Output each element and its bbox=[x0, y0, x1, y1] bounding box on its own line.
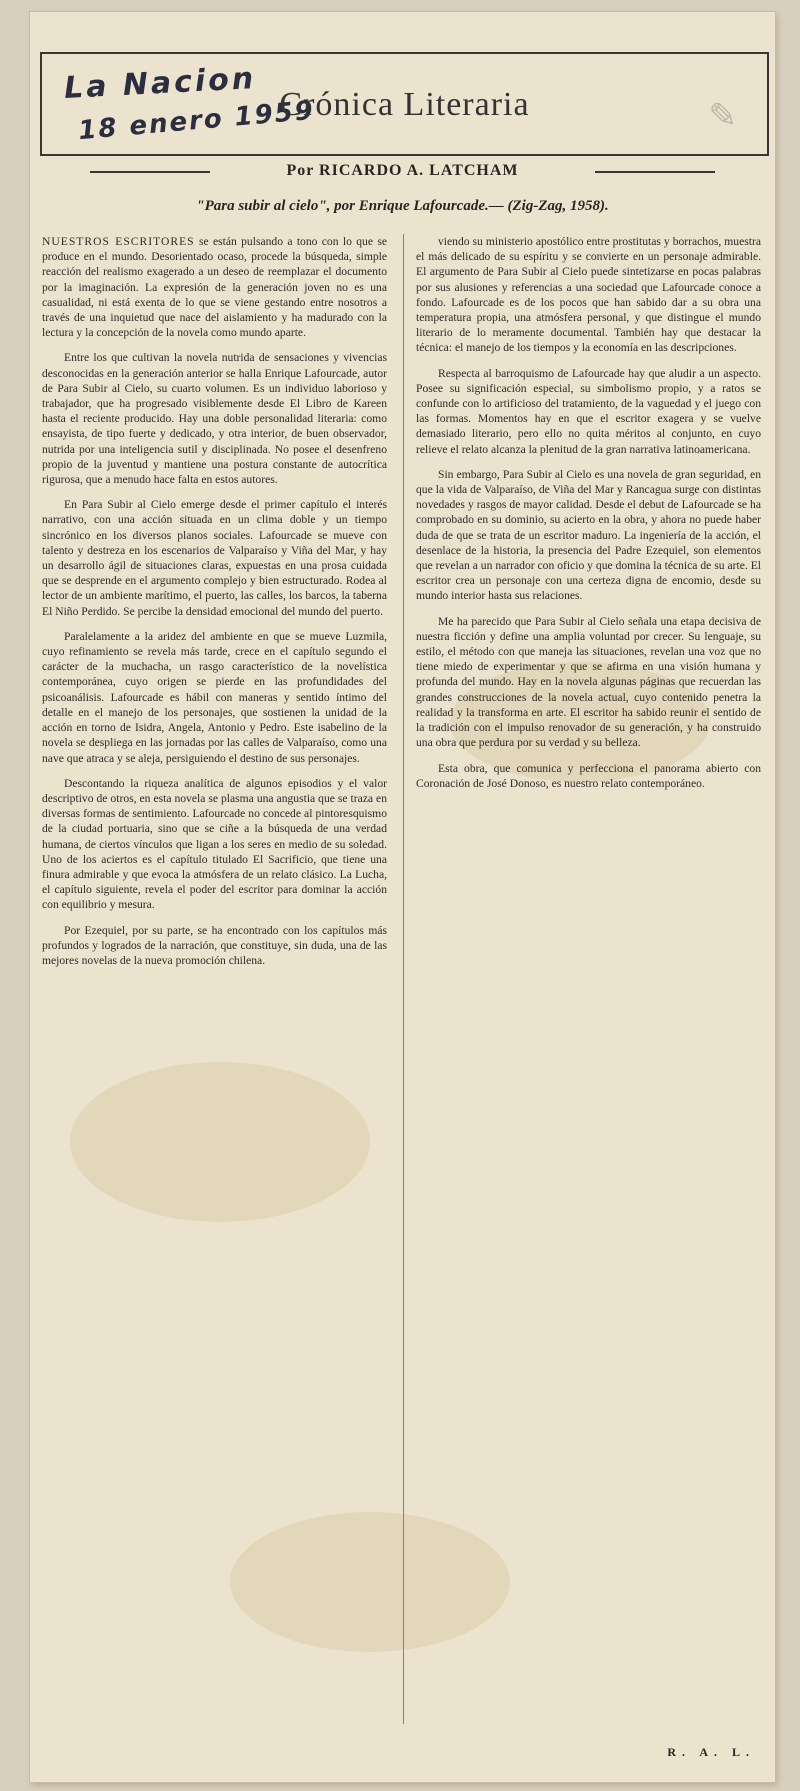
article-paragraph: Esta obra, que comunica y perfecciona el panorama abierto con Coronación de José Donoso, es nuestro relato contemporáneo. bbox=[416, 761, 761, 790]
article-paragraph: Respecta al barroquismo de Lafourcade hay que aludir a un aspecto. Posee su significación especial, su simbolismo propio, y a ratos se confunde con lo artificioso del tratamiento, de la vaguedad y el juego con las formas. Momentos hay en que el escritor exagera y se vuelve demasiado literario, pero ello no quita méritos al conjunto, en cuyo relieve el relato alcanza la plenitud de la gran narrativa latinoamericana. bbox=[416, 366, 761, 456]
masthead-box bbox=[40, 52, 769, 156]
lead-in: NUESTROS ESCRITORES bbox=[42, 235, 195, 248]
column-title: Crónica Literaria bbox=[279, 86, 530, 123]
article-paragraph: Entre los que cultivan la novela nutrida de sensaciones y vivencias desconocidas en la generación anterior se halla Enrique Lafourcade, autor de Para Subir al Cielo, su cuarto volumen. Es un individuo laborioso y trabajador, que ha progresado visiblemente desde El Libro de Kareen hasta el reciente producido. Hay una doble personalidad literaria: como ensayista, de tipo fuerte y dedicado, y otra interior, de buen observador, nutrida por una inteligencia sutil y disciplinada. No posee el desenfreno propio de la juventud y mantiene una postura constante de autocrítica rigurosa, que a menudo hace falta en estos autores. bbox=[42, 351, 387, 487]
article-column-left bbox=[42, 234, 387, 1729]
faint-archive-mark: ✎ bbox=[708, 96, 737, 136]
article-paragraph: Me ha parecido que Para Subir al Cielo señala una etapa decisiva de nuestra ficción y define una amplia voluntad por crecer. Su lenguaje, su estilo, el método con que maneja las situaciones, revelan una voz que no tiene miedo de experimentar y que se afirma en una visión humana y profunda del mundo. Hay en la novela algunas páginas que recuerdan las grandes construcciones de la novela actual, cuyo contenido penetra la realidad y la transforma en arte. El escritor ha sabido reunir el sentido de la tradición con el impulso renovador de su generación, y ha construido una obra que perdura por su verdad y su belleza. bbox=[416, 614, 761, 750]
article-paragraph: viendo su ministerio apostólico entre prostitutas y borrachos, muestra el más delicado de su espíritu y se convierte en un personaje admirable. El argumento de Para Subir al Cielo puede sintetizarse en pocas palabras por sus alusiones y referencias a una sociedad que Lafourcade conoce a fondo. Lafourcade es de los pocos que han sabido dar a su obra una temperatura propia, una atmósfera personal, y que distingue el mundo literario de lo meramente documental. También hay que destacar la técnica: el manejo de los tiempos y la economía en las descripciones. bbox=[416, 235, 761, 355]
article-paragraph: Sin embargo, Para Subir al Cielo es una novela de gran seguridad, en que la vida de Valparaíso, de Viña del Mar y Rancagua surge con distintas novedades y rasgos de mayor calidad. Desde el debut de Lafourcade se ha comprobado en su dominio, su acierto en la obra, y ahora no puede haber duda de que se trata de un escritor maduro. La ingeniería de la acción, el desenlace de la historia, la presencia del Padre Ezequiel, son elementos que revelan a un narrador con oficio y que domina la técnica de su arte. El escritor crea un personaje con una certeza digna de encomio, desde su mundo interior hasta sus relaciones. bbox=[416, 467, 761, 603]
handwritten-publication: La Nacion bbox=[63, 60, 257, 107]
newspaper-clipping bbox=[30, 12, 775, 1782]
handwritten-date: 18 enero 1959 bbox=[77, 95, 316, 147]
article-paragraph: Paralelamente a la aridez del ambiente en que se mueve Luzmila, cuyo refinamiento se revela más tarde, crece en el capítulo segundo el carácter de la muchacha, un rasgo característico de la novelística contemporánea, cuyo origen se pierde en las profundidades del psicoanálisis. Lafourcade es hábil con maneras y sentido íntimo del detalle en el manejo de los personajes, que sostienen la unidad de la acción en torno de Isidra, Angela, Antonio y Pedro. Este isabelino de la novela se despliega en las jornadas por las calles de Valparaíso, como una nave que atraca y se aleja, persiguiendo el destino de sus personajes. bbox=[42, 629, 387, 765]
byline: Por RICARDO A. LATCHAM bbox=[286, 162, 519, 179]
column-divider bbox=[403, 234, 404, 1724]
review-subtitle: "Para subir al cielo", por Enrique Lafourcade.— (Zig-Zag, 1958). bbox=[196, 198, 609, 214]
article-column-right bbox=[416, 234, 761, 1729]
article-paragraph: Descontando la riqueza analítica de algunos episodios y el valor descriptivo de otros, en esta novela se plasma una angustia que se traza en diversas formas de sentimiento. Lafourcade no concede al pintoresquismo de la ciudad portuaria, sino que se ciñe a la búsqueda de una verdad humana, de ciertos vínculos que ligan a los seres en medio de su soledad. Uno de los aciertos es el capítulo titulado El Sacrificio, que tiene una finura admirable y que evoca la atmósfera de un relato clásico. La Lucha, el capítulo siguiente, revela el poder del escritor para dominar la acción con equilibrio y mesura. bbox=[42, 776, 387, 912]
article-paragraph: NUESTROS ESCRITORES se están pulsando a tono con lo que se produce en el mundo. Desorientado ocaso, procede la búsqueda, simple reacción del realismo exagerado a un deseo de reemplazar el documento por la imaginación. La expresión de la generación joven no es una casualidad, ni está exenta de lo que se viene gestando entre nosotros a través de una inquietud que nace del aislamiento y ha madurado con la lectura y la concepción de la novela como mundo aparte. bbox=[42, 235, 387, 340]
byline-rule-right bbox=[595, 171, 715, 173]
article-paragraph: En Para Subir al Cielo emerge desde el primer capítulo el interés narrativo, con una acción situada en un clima doble y un tiempo sincrónico en los diversos planos sociales. Lafourcade se mueve con talento y destreza en los escenarios de Valparaíso y Viña del Mar, y hay un desarrollo ágil de situaciones claras, expuestas en una prosa cuidada que se desprende en el argumento complejo y bien estructurado. Rodea al lector de un ambiente marítimo, el puerto, las calles, los barcos, la taberna El Niño Perdido. Se percibe la densidad emocional del mundo del puerto. bbox=[42, 498, 387, 618]
author-initials: R. A. L. bbox=[667, 1745, 755, 1759]
article-paragraph: Por Ezequiel, por su parte, se ha encontrado con los capítulos más profundos y logrados de la narración, que constituye, sin duda, una de las mejores novelas de la nueva promoción chilena. bbox=[42, 923, 387, 967]
